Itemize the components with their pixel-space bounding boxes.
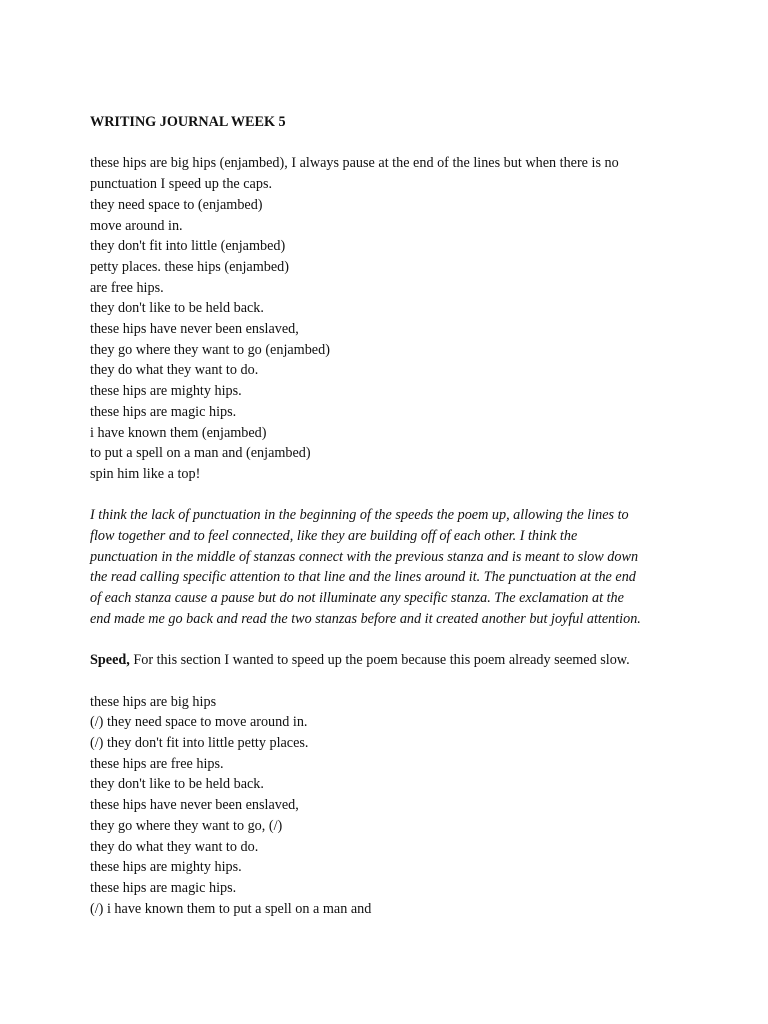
poem-line: punctuation I speed up the caps. (90, 176, 273, 193)
poem-line: (/) i have known them to put a spell on a man and (90, 900, 372, 917)
poem-line: are free hips. (90, 279, 164, 296)
poem-line: these hips are big hips (enjambed), I always pause at the end of the lines but when there is no (90, 155, 619, 172)
poem-line: move around in. (90, 217, 183, 234)
poem-line: they do what they want to do. (90, 838, 259, 855)
poem-line: these hips are mighty hips. (90, 383, 242, 400)
speed-label: Speed, (90, 652, 130, 669)
analysis-line: flow together and to feel connected, like they are building off of each other. I think the (90, 528, 578, 545)
analysis-line: of each stanza cause a pause but do not illuminate any specific stanza. The exclamation at the (90, 590, 624, 607)
speed-text: For this section I wanted to speed up the poem because this poem already seemed slow. (129, 652, 630, 669)
document-page (90, 112, 690, 940)
poem-line: these hips are magic hips. (90, 879, 237, 896)
poem-line: i have known them (enjambed) (90, 424, 267, 441)
analysis-line: I think the lack of punctuation in the beginning of the speeds the poem up, allowing the lines to (90, 507, 629, 524)
poem-line: they don't fit into little (enjambed) (90, 238, 286, 255)
analysis-paragraph (90, 505, 690, 629)
poem-line: petty places. these hips (enjambed) (90, 258, 289, 275)
poem-line: these hips have never been enslaved, (90, 321, 299, 338)
analysis-line: end made me go back and read the two stanzas before and it created another but joyful attention. (90, 610, 641, 627)
analysis-line: the read calling specific attention to that line and the lines around it. The punctuation at the end (90, 569, 636, 586)
poem-line: (/) they need space to move around in. (90, 714, 308, 731)
analysis-line: punctuation in the middle of stanzas connect with the previous stanza and is meant to slow down (90, 548, 639, 565)
speed-paragraph (90, 650, 690, 671)
poem-line: they don't like to be held back. (90, 300, 264, 317)
poem-line: (/) they don't fit into little petty places. (90, 735, 309, 752)
poem-line: these hips are big hips (90, 693, 217, 710)
poem-line: they do what they want to do. (90, 362, 259, 379)
poem-line: they go where they want to go (enjambed) (90, 341, 330, 358)
document-title: WRITING JOURNAL WEEK 5 (90, 114, 286, 130)
poem-line: these hips are free hips. (90, 755, 224, 772)
poem-line: these hips are mighty hips. (90, 859, 242, 876)
poem-line: to put a spell on a man and (enjambed) (90, 445, 311, 462)
poem-line: these hips have never been enslaved, (90, 797, 299, 814)
poem-line: these hips are magic hips. (90, 403, 237, 420)
poem-line: they need space to (enjambed) (90, 196, 263, 213)
annotated-poem (90, 153, 690, 484)
speed-poem (90, 692, 690, 920)
poem-line: spin him like a top! (90, 465, 201, 482)
poem-line: they go where they want to go, (/) (90, 817, 283, 834)
poem-line: they don't like to be held back. (90, 776, 264, 793)
